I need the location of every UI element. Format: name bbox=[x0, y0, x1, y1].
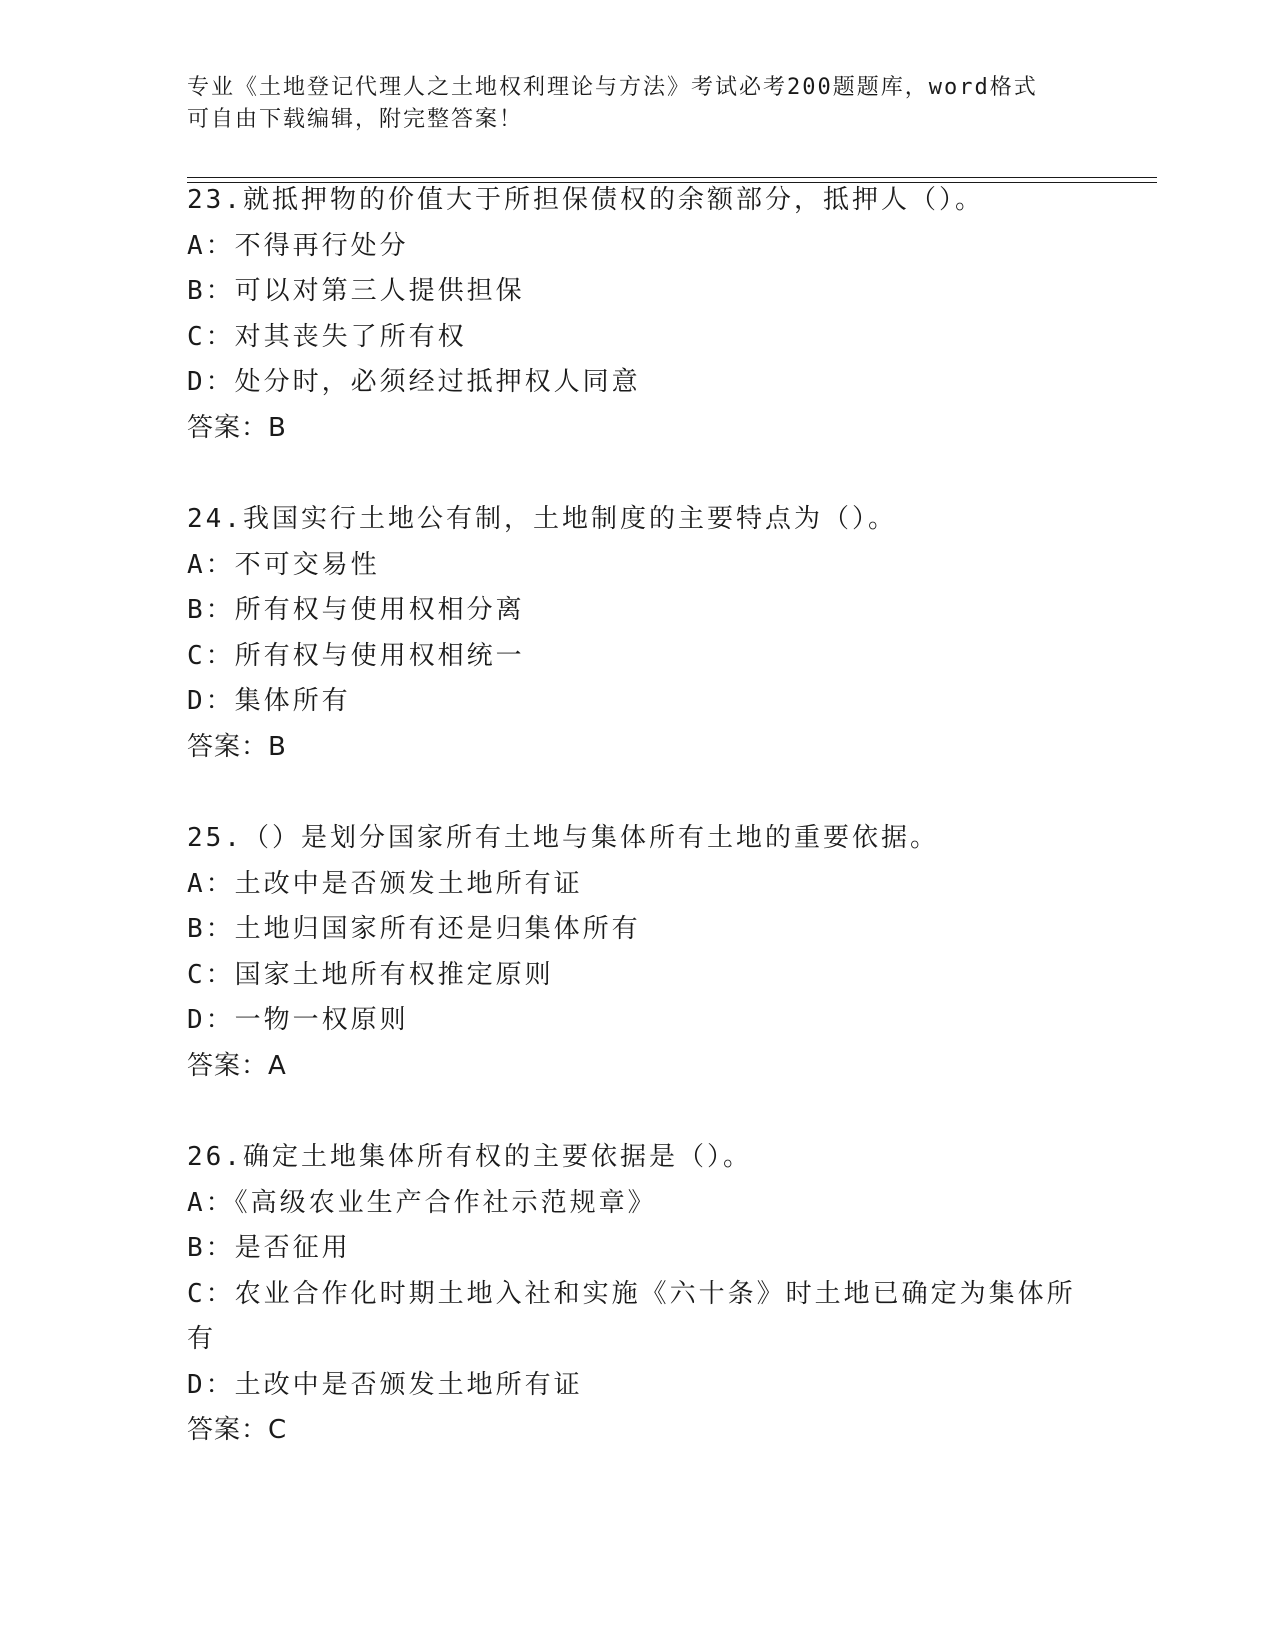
option-d: D：一物一权原则 bbox=[187, 1005, 409, 1035]
option-a: A：不得再行处分 bbox=[187, 230, 409, 261]
answer: 答案：C bbox=[187, 1415, 288, 1445]
option-b: B：可以对第三人提供担保 bbox=[187, 276, 525, 306]
question-23 bbox=[187, 178, 1087, 451]
option-a: A：土改中是否颁发土地所有证 bbox=[187, 868, 583, 899]
question-stem: 24.我国实行土地公有制，土地制度的主要特点为（）。 bbox=[187, 504, 897, 534]
option-c: C：农业合作化时期土地入社和实施《六十条》时土地已确定为集体所 bbox=[187, 1278, 1076, 1309]
option-d: D：集体所有 bbox=[187, 686, 351, 716]
question-stem: 23.就抵押物的价值大于所担保债权的余额部分，抵押人（）。 bbox=[187, 185, 984, 215]
option-b: B：土地归国家所有还是归集体所有 bbox=[187, 914, 641, 944]
question-25 bbox=[187, 816, 1087, 1089]
answer: 答案：B bbox=[187, 731, 287, 762]
question-24 bbox=[187, 497, 1087, 770]
option-c: C：所有权与使用权相统一 bbox=[187, 640, 525, 671]
question-stem: 26.确定土地集体所有权的主要依据是（）。 bbox=[187, 1142, 752, 1172]
option-c: C：国家土地所有权推定原则 bbox=[187, 959, 554, 990]
answer: 答案：B bbox=[187, 412, 287, 443]
option-a: A：不可交易性 bbox=[187, 549, 380, 580]
option-c: C：对其丧失了所有权 bbox=[187, 321, 467, 352]
header-line-2: 可自由下载编辑，附完整答案！ bbox=[187, 107, 524, 132]
option-a: A：《高级农业生产合作社示范规章》 bbox=[187, 1187, 657, 1218]
answer: 答案：A bbox=[187, 1050, 287, 1081]
option-d: D：处分时，必须经过抵押权人同意 bbox=[187, 367, 641, 397]
option-c-continued: 有 bbox=[187, 1324, 217, 1354]
question-stem: 25.（）是划分国家所有土地与集体所有土地的重要依据。 bbox=[187, 823, 939, 853]
header-line-1: 专业《土地登记代理人之土地权利理论与方法》考试必考200题题库，word格式 bbox=[187, 75, 1038, 100]
option-b: B：所有权与使用权相分离 bbox=[187, 595, 525, 625]
option-b: B：是否征用 bbox=[187, 1233, 351, 1263]
question-26 bbox=[187, 1135, 1087, 1454]
option-d: D：土改中是否颁发土地所有证 bbox=[187, 1369, 583, 1400]
document-header bbox=[187, 72, 1087, 136]
